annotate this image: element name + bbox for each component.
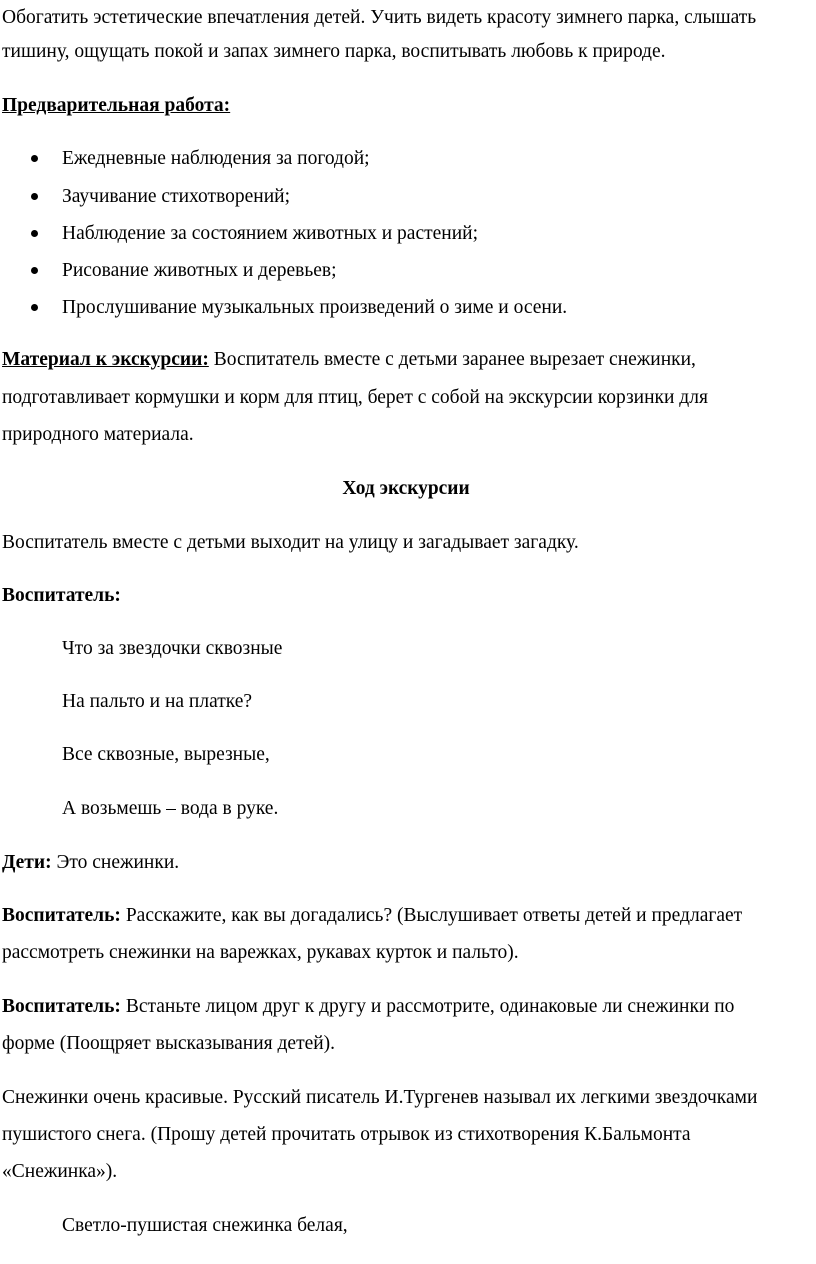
prep-item-5: Прослушивание музыкальных произведений о зиме и осени. [62, 297, 568, 318]
teacher-label-2: Воспитатель: [2, 905, 121, 926]
bullet-icon [31, 193, 38, 200]
teacher2-line-1 [2, 904, 742, 928]
material-text-1: Воспитатель вместе с детьми заранее вырезает снежинки, [208, 349, 696, 370]
material-line-3: природного материала. [2, 424, 194, 445]
bullet-icon [31, 304, 38, 311]
poem-line-1: Светло-пушистая снежинка белая, [62, 1215, 348, 1236]
prep-item-1: Ежедневные наблюдения за погодой; [62, 148, 370, 169]
snow-line-3: «Снежинка»). [2, 1161, 118, 1182]
teacher2-line-2: рассмотреть снежинки на варежках, рукавах курток и пальто). [2, 942, 519, 963]
teacher3-line-2: форме (Поощряет высказывания детей). [2, 1033, 336, 1054]
snow-line-1: Снежинки очень красивые. Русский писатель И.Тургенев называл их легкими звездочками [2, 1087, 758, 1108]
course-intro: Воспитатель вместе с детьми выходит на улицу и загадывает загадку. [2, 532, 579, 553]
riddle-line-3: Все сквозные, вырезные, [62, 744, 270, 765]
teacher-label-3: Воспитатель: [2, 996, 121, 1017]
riddle-line-2: На пальто и на платке? [62, 691, 253, 712]
teacher3-line-1 [2, 995, 734, 1019]
bullet-icon [31, 230, 38, 237]
prep-item-3: Наблюдение за состоянием животных и растений; [62, 223, 479, 244]
teacher3-text-1: Встаньте лицом друг к другу и рассмотрите, одинаковые ли снежинки по [120, 996, 735, 1017]
riddle-line-1: Что за звездочки сквозные [62, 638, 283, 659]
material-line-2: подготавливает кормушки и корм для птиц, берет с собой на экскурсии корзинки для [2, 387, 708, 408]
children-text: Это снежинки. [51, 852, 180, 873]
intro-line-1: Обогатить эстетические впечатления детей. Учить видеть красоту зимнего парка, слышать [2, 7, 757, 28]
children-label: Дети: [2, 852, 52, 873]
bullet-icon [31, 267, 38, 274]
bullet-icon [31, 155, 38, 162]
children-answer [2, 851, 179, 875]
prep-item-4: Рисование животных и деревьев; [62, 260, 337, 281]
prep-item-2: Заучивание стихотворений; [62, 186, 291, 207]
material-label: Материал к экскурсии: [2, 349, 209, 370]
intro-line-2: тишину, ощущать покой и запах зимнего парка, воспитывать любовь к природе. [2, 41, 666, 62]
course-heading: Ход экскурсии [342, 478, 470, 499]
riddle-line-4: А возьмешь – вода в руке. [62, 798, 279, 819]
teacher2-text-1: Расскажите, как вы догадались? (Выслушивает ответы детей и предлагает [120, 905, 743, 926]
prep-heading: Предварительная работа: [2, 95, 231, 116]
material-line-1 [2, 348, 696, 372]
snow-line-2: пушистого снега. (Прошу детей прочитать отрывок из стихотворения К.Бальмонта [2, 1124, 691, 1145]
teacher-label-1: Воспитатель: [2, 585, 121, 606]
